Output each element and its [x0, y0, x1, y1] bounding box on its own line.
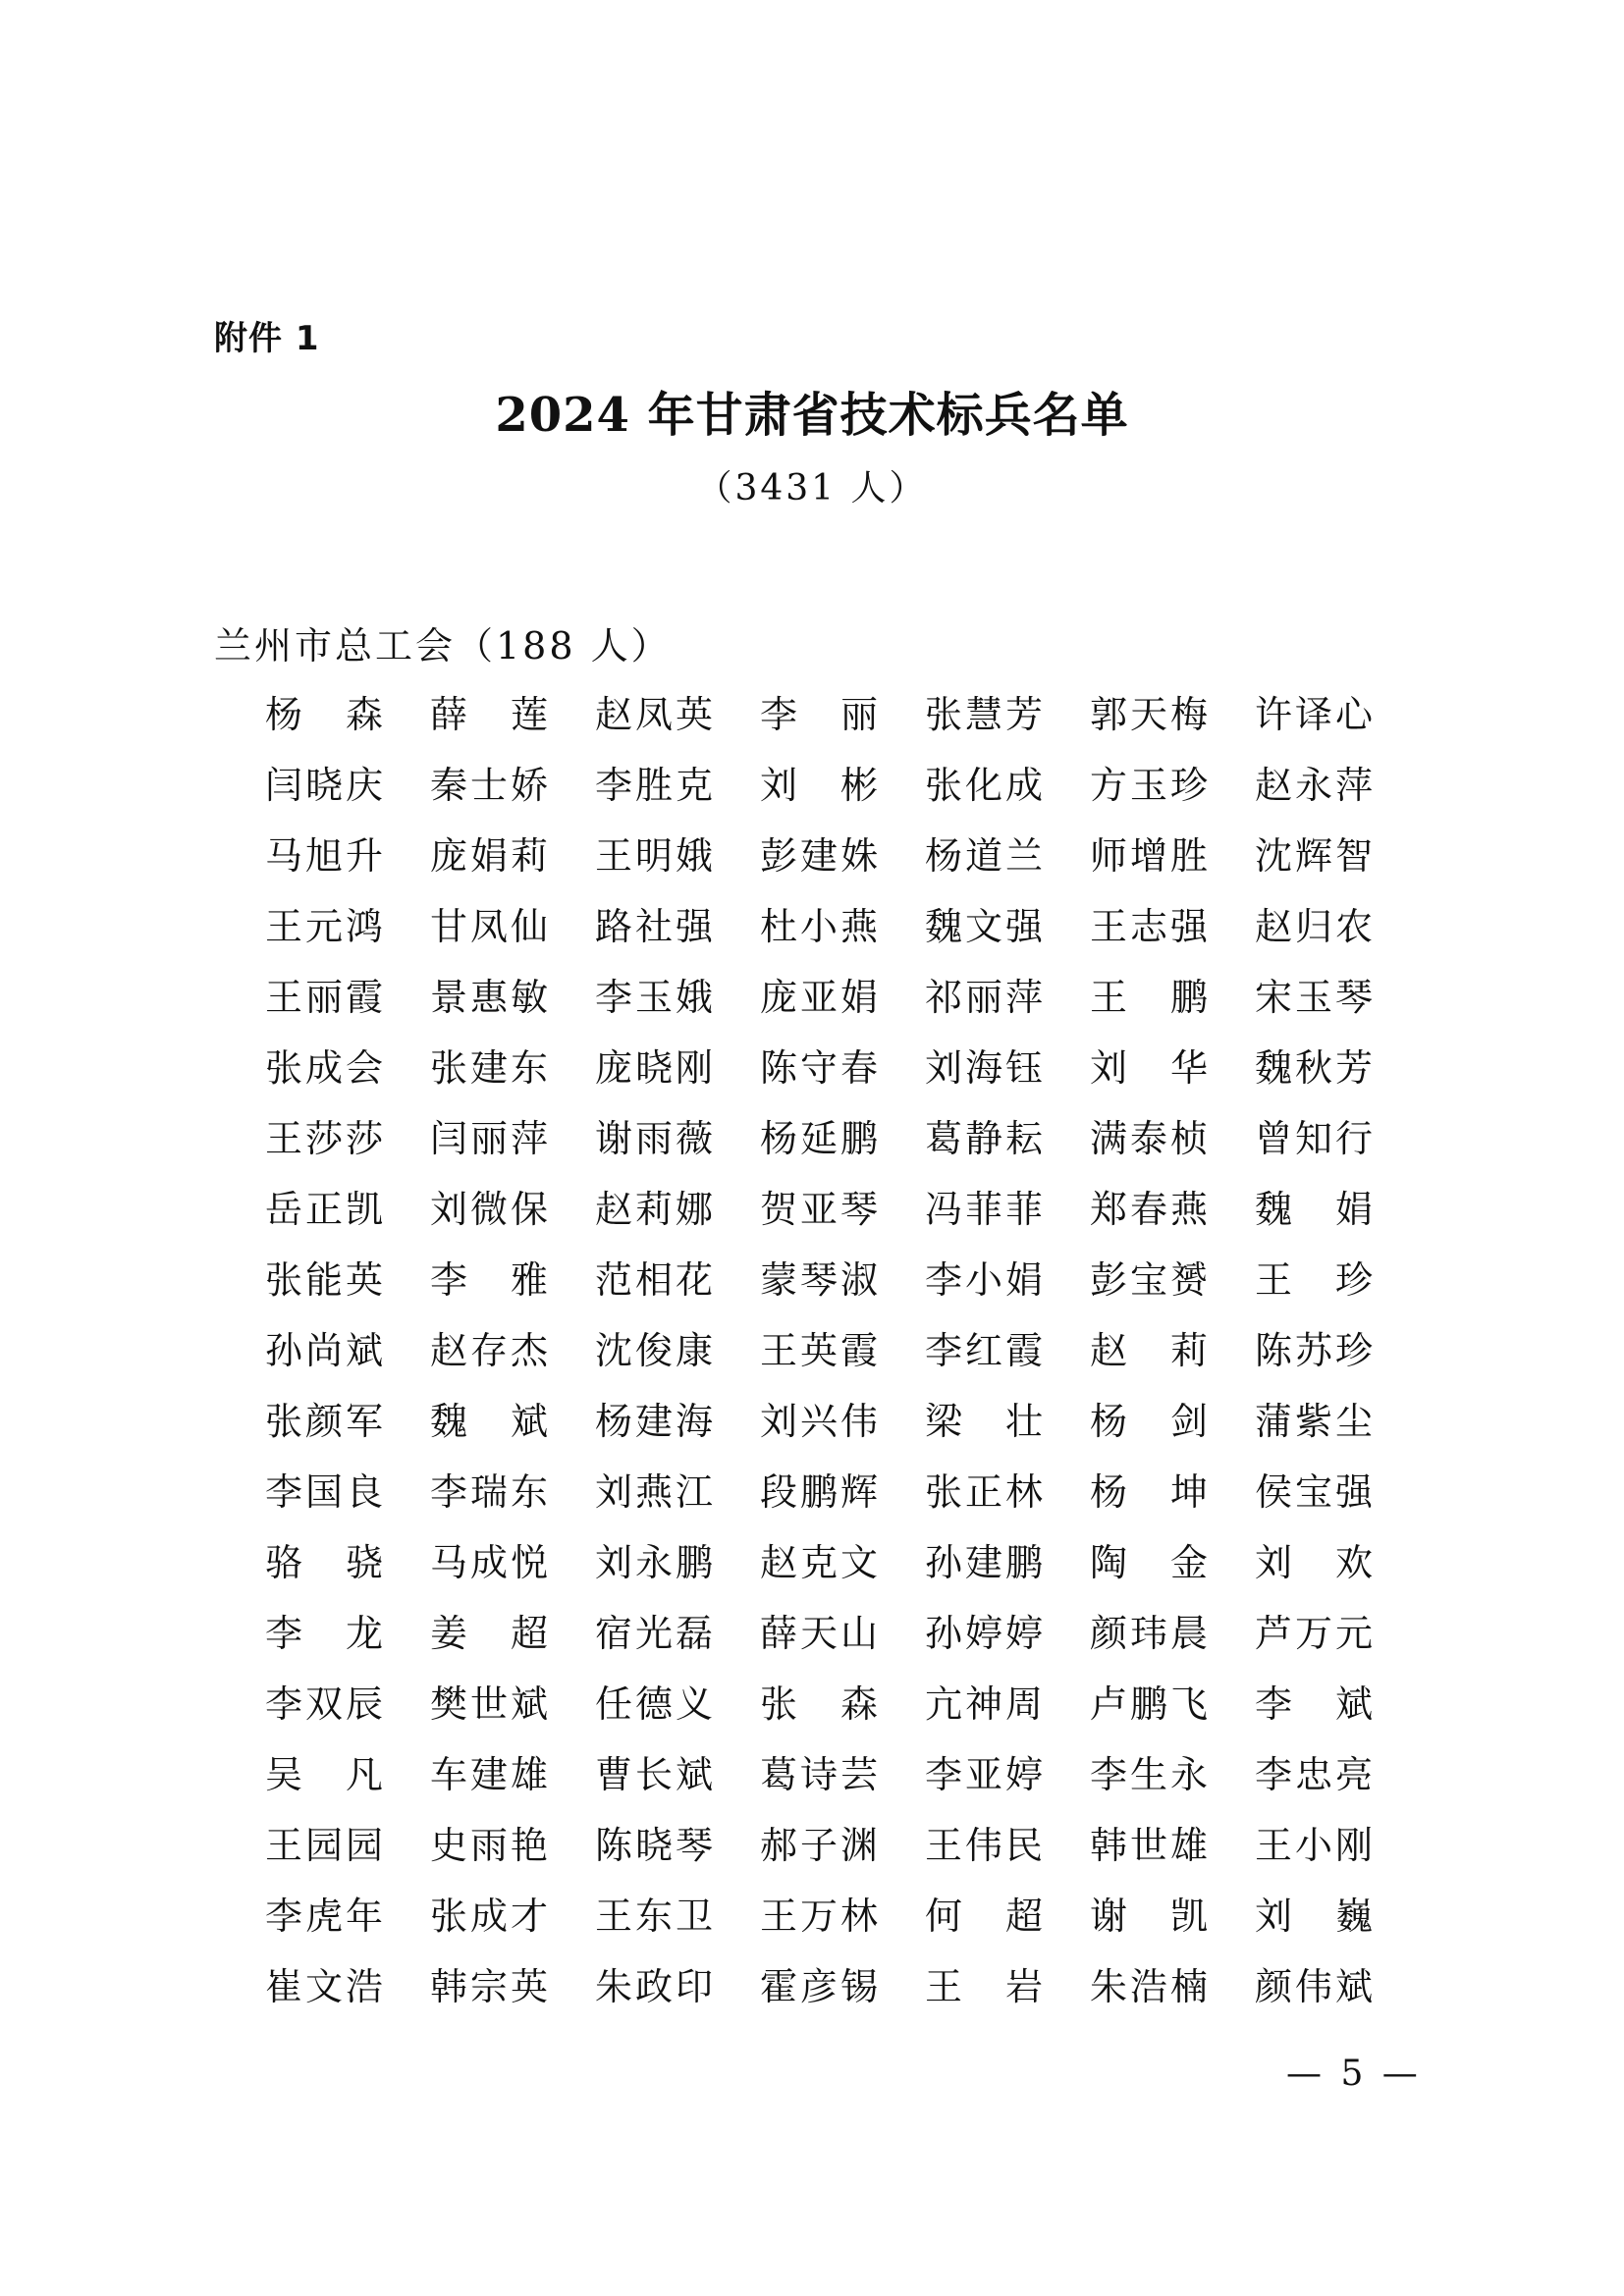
name-entry: 刘 华 — [1090, 1046, 1212, 1090]
name-entry: 蒙琴淑 — [760, 1258, 882, 1302]
name-entry: 孙建鹏 — [925, 1541, 1047, 1584]
name-entry: 刘 欢 — [1255, 1541, 1377, 1584]
name-entry: 赵 莉 — [1090, 1329, 1212, 1372]
name-entry: 许译心 — [1255, 693, 1377, 736]
name-entry: 杨建海 — [595, 1400, 717, 1443]
name-list — [265, 687, 1394, 2030]
name-entry: 谢雨薇 — [595, 1117, 717, 1160]
name-entry: 赵凤英 — [595, 693, 717, 736]
name-entry: 王 鹏 — [1090, 976, 1212, 1019]
name-entry: 李亚婷 — [925, 1753, 1047, 1796]
name-entry: 路社强 — [595, 905, 717, 948]
name-entry: 彭建姝 — [760, 834, 882, 878]
name-entry: 段鹏辉 — [760, 1470, 882, 1514]
name-entry: 陈苏珍 — [1255, 1329, 1377, 1372]
name-entry: 岳正凯 — [265, 1188, 387, 1231]
name-entry: 范相花 — [595, 1258, 717, 1302]
name-entry: 庞娟莉 — [430, 834, 552, 878]
name-entry: 刘兴伟 — [760, 1400, 882, 1443]
name-entry: 葛诗芸 — [760, 1753, 882, 1796]
name-entry: 李 丽 — [760, 693, 882, 736]
name-entry: 王志强 — [1090, 905, 1212, 948]
name-entry: 李生永 — [1090, 1753, 1212, 1796]
name-entry: 任德义 — [595, 1682, 717, 1726]
name-entry: 孙婷婷 — [925, 1612, 1047, 1655]
name-entry: 王万林 — [760, 1895, 882, 1938]
name-entry: 王丽霞 — [265, 976, 387, 1019]
name-entry: 马成悦 — [430, 1541, 552, 1584]
name-entry: 杨 森 — [265, 693, 387, 736]
name-entry: 方玉珍 — [1090, 764, 1212, 807]
name-entry: 史雨艳 — [430, 1824, 552, 1867]
name-entry: 曹长斌 — [595, 1753, 717, 1796]
name-entry: 张正林 — [925, 1470, 1047, 1514]
name-entry: 吴 凡 — [265, 1753, 387, 1796]
name-entry: 芦万元 — [1255, 1612, 1377, 1655]
name-entry: 韩世雄 — [1090, 1824, 1212, 1867]
name-entry: 王伟民 — [925, 1824, 1047, 1867]
name-entry: 贺亚琴 — [760, 1188, 882, 1231]
name-entry: 李 斌 — [1255, 1682, 1377, 1726]
name-entry: 王莎莎 — [265, 1117, 387, 1160]
name-entry: 郝子渊 — [760, 1824, 882, 1867]
name-entry: 杜小燕 — [760, 905, 882, 948]
name-entry: 甘凤仙 — [430, 905, 552, 948]
name-entry: 彭宝赟 — [1090, 1258, 1212, 1302]
name-entry: 李 雅 — [430, 1258, 552, 1302]
name-entry: 张成才 — [430, 1895, 552, 1938]
name-entry: 王 珍 — [1255, 1258, 1377, 1302]
name-entry: 郭天梅 — [1090, 693, 1212, 736]
name-entry: 李国良 — [265, 1470, 387, 1514]
name-entry: 杨 剑 — [1090, 1400, 1212, 1443]
name-entry: 陈守春 — [760, 1046, 882, 1090]
name-entry: 亢神周 — [925, 1682, 1047, 1726]
section-heading: 兰州市总工会（188 人） — [214, 624, 672, 667]
name-entry: 李玉娥 — [595, 976, 717, 1019]
name-entry: 颜伟斌 — [1255, 1965, 1377, 2008]
name-entry: 孙尚斌 — [265, 1329, 387, 1372]
name-entry: 车建雄 — [430, 1753, 552, 1796]
name-entry: 杨道兰 — [925, 834, 1047, 878]
name-entry: 蒲紫尘 — [1255, 1400, 1377, 1443]
name-entry: 侯宝强 — [1255, 1470, 1377, 1514]
name-entry: 魏秋芳 — [1255, 1046, 1377, 1090]
name-entry: 王园园 — [265, 1824, 387, 1867]
name-entry: 李胜克 — [595, 764, 717, 807]
name-entry: 王 岩 — [925, 1965, 1047, 2008]
name-entry: 祁丽萍 — [925, 976, 1047, 1019]
name-entry: 李 龙 — [265, 1612, 387, 1655]
name-entry: 马旭升 — [265, 834, 387, 878]
name-entry: 王东卫 — [595, 1895, 717, 1938]
name-entry: 何 超 — [925, 1895, 1047, 1938]
name-entry: 骆 骁 — [265, 1541, 387, 1584]
name-entry: 朱政印 — [595, 1965, 717, 2008]
name-entry: 陈晓琴 — [595, 1824, 717, 1867]
name-entry: 陶 金 — [1090, 1541, 1212, 1584]
name-entry: 王明娥 — [595, 834, 717, 878]
total-count: （3431 人） — [696, 468, 928, 508]
name-entry: 张能英 — [265, 1258, 387, 1302]
name-entry: 杨延鹏 — [760, 1117, 882, 1160]
name-entry: 张颜军 — [265, 1400, 387, 1443]
name-entry: 张慧芳 — [925, 693, 1047, 736]
name-entry: 庞晓刚 — [595, 1046, 717, 1090]
name-entry: 宿光磊 — [595, 1612, 717, 1655]
name-entry: 赵克文 — [760, 1541, 882, 1584]
name-entry: 张 森 — [760, 1682, 882, 1726]
name-entry: 李双辰 — [265, 1682, 387, 1726]
name-entry: 李小娟 — [925, 1258, 1047, 1302]
name-entry: 满泰桢 — [1090, 1117, 1212, 1160]
name-entry: 张化成 — [925, 764, 1047, 807]
name-entry: 魏 斌 — [430, 1400, 552, 1443]
name-entry: 葛静耘 — [925, 1117, 1047, 1160]
name-entry: 王元鸿 — [265, 905, 387, 948]
name-entry: 杨 坤 — [1090, 1470, 1212, 1514]
name-entry: 刘燕江 — [595, 1470, 717, 1514]
name-entry: 赵永萍 — [1255, 764, 1377, 807]
name-entry: 薛天山 — [760, 1612, 882, 1655]
name-entry: 刘永鹏 — [595, 1541, 717, 1584]
name-entry: 闫晓庆 — [265, 764, 387, 807]
page-number: — 5 — — [1286, 2054, 1422, 2094]
name-entry: 赵归农 — [1255, 905, 1377, 948]
name-entry: 颜玮晨 — [1090, 1612, 1212, 1655]
name-entry: 刘微保 — [430, 1188, 552, 1231]
name-entry: 沈辉智 — [1255, 834, 1377, 878]
name-entry: 刘 巍 — [1255, 1895, 1377, 1938]
name-entry: 赵存杰 — [430, 1329, 552, 1372]
name-entry: 景惠敏 — [430, 976, 552, 1019]
name-entry: 刘 彬 — [760, 764, 882, 807]
attachment-label: 附件 1 — [214, 319, 320, 358]
name-entry: 冯菲菲 — [925, 1188, 1047, 1231]
name-entry: 闫丽萍 — [430, 1117, 552, 1160]
name-entry: 魏 娟 — [1255, 1188, 1377, 1231]
name-entry: 王英霞 — [760, 1329, 882, 1372]
name-entry: 李红霞 — [925, 1329, 1047, 1372]
document-title: 2024 年甘肃省技术标兵名单 — [495, 388, 1129, 443]
name-entry: 师增胜 — [1090, 834, 1212, 878]
name-entry: 朱浩楠 — [1090, 1965, 1212, 2008]
name-entry: 霍彦锡 — [760, 1965, 882, 2008]
name-entry: 郑春燕 — [1090, 1188, 1212, 1231]
name-entry: 张建东 — [430, 1046, 552, 1090]
name-entry: 薛 莲 — [430, 693, 552, 736]
name-entry: 曾知行 — [1255, 1117, 1377, 1160]
name-entry: 梁 壮 — [925, 1400, 1047, 1443]
name-entry: 崔文浩 — [265, 1965, 387, 2008]
name-entry: 庞亚娟 — [760, 976, 882, 1019]
name-entry: 韩宗英 — [430, 1965, 552, 2008]
name-entry: 王小刚 — [1255, 1824, 1377, 1867]
name-entry: 谢 凯 — [1090, 1895, 1212, 1938]
name-entry: 李瑞东 — [430, 1470, 552, 1514]
name-entry: 樊世斌 — [430, 1682, 552, 1726]
name-entry: 姜 超 — [430, 1612, 552, 1655]
name-entry: 李忠亮 — [1255, 1753, 1377, 1796]
name-entry: 宋玉琴 — [1255, 976, 1377, 1019]
name-entry: 李虎年 — [265, 1895, 387, 1938]
name-entry: 卢鹏飞 — [1090, 1682, 1212, 1726]
name-entry: 魏文强 — [925, 905, 1047, 948]
name-entry: 赵莉娜 — [595, 1188, 717, 1231]
name-entry: 刘海钰 — [925, 1046, 1047, 1090]
name-entry: 张成会 — [265, 1046, 387, 1090]
name-entry: 秦士娇 — [430, 764, 552, 807]
name-entry: 沈俊康 — [595, 1329, 717, 1372]
